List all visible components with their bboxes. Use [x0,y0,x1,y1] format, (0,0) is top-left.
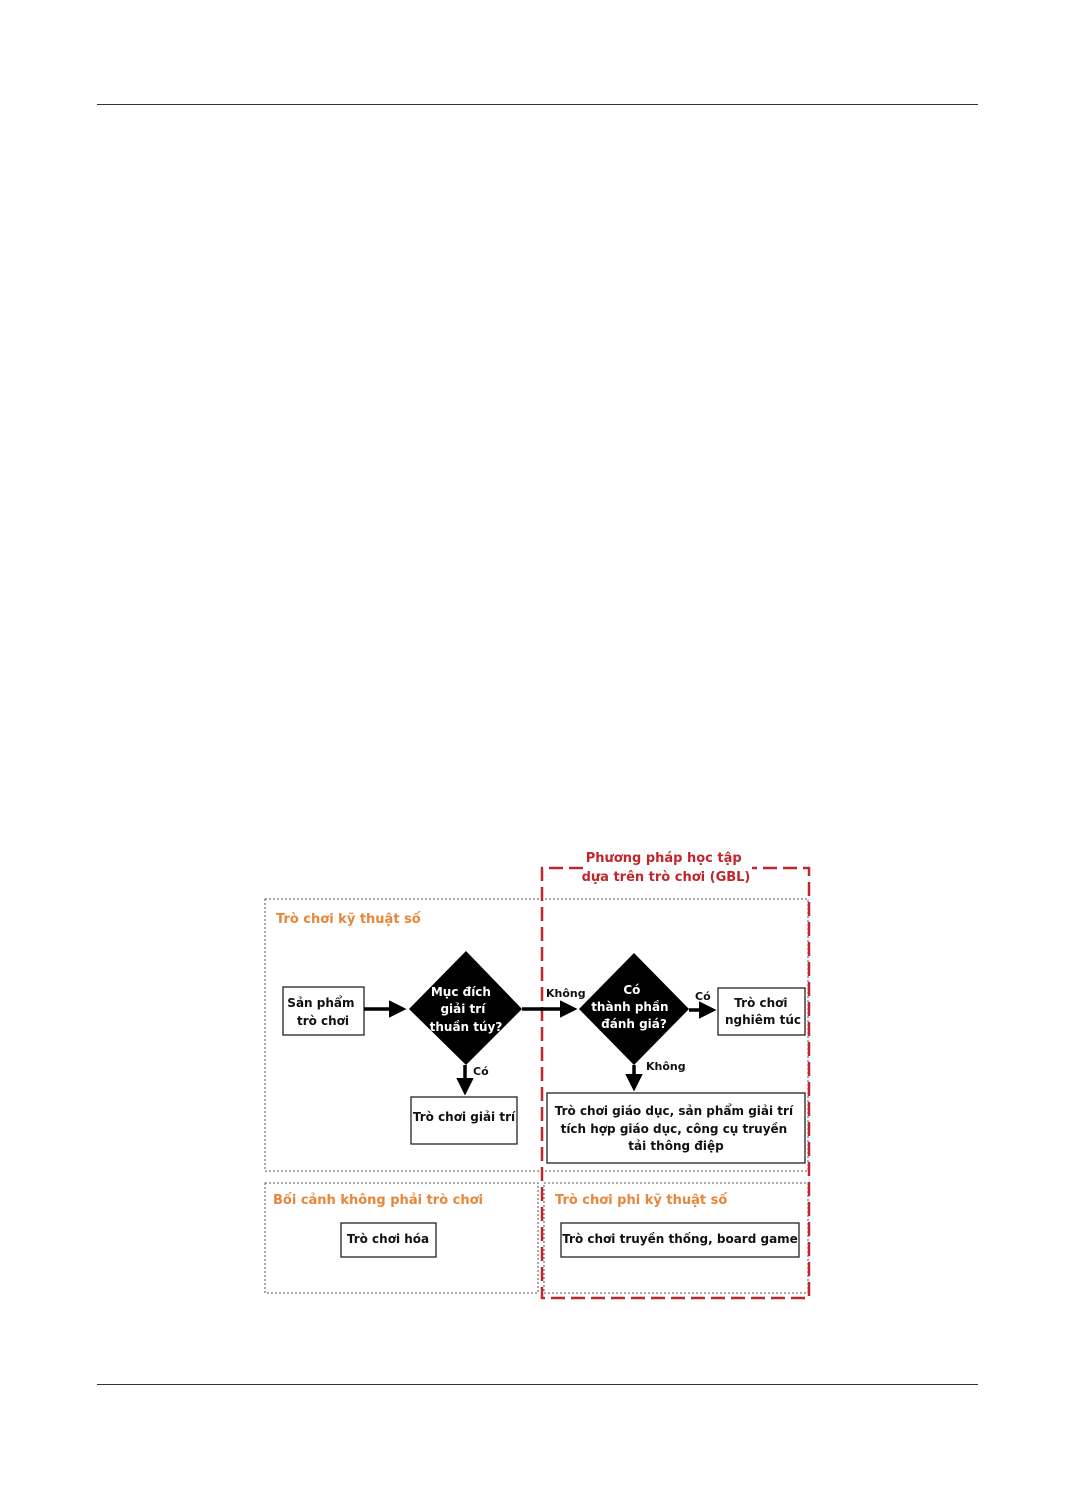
node-entertainment-game-label: Trò chơi giải trí [412,1110,516,1124]
node-traditional-games-label: Trò chơi truyền thống, board game [562,1232,798,1246]
decision-pure-entertainment-label: Mục đích giải trí thuần túy? [429,985,503,1034]
edge-label-q1-yes: Có [473,1065,489,1078]
region-label-non-game-context: Bối cảnh không phải trò chơi [273,1193,483,1208]
edge-label-q1-no: Không [546,987,586,1000]
node-game-product-label: Sản phẩm trò chơi [287,996,355,1028]
footer-rule [97,1384,978,1385]
node-serious-game-label: Trò chơi nghiêm túc [724,996,802,1027]
node-gamification-label: Trò chơi hóa [346,1232,430,1246]
node-educational-games-label: Trò chơi giáo dục, sản phẩm giải trí tích hợp giáo dục, công cụ truyền tải thông điệp [554,1104,794,1153]
region-label-digital-games: Trò chơi kỹ thuật số [276,912,421,927]
edge-label-q2-no: Không [646,1060,686,1073]
edge-label-q2-yes: Có [695,990,711,1003]
region-label-non-digital-games: Trò chơi phi kỹ thuật số [555,1193,728,1208]
gbl-region-label: Phương pháp học tập dựa trên trò chơi (GBL) [581,851,751,885]
decision-assessment-label: Có thành phần đánh giá? [591,983,669,1031]
